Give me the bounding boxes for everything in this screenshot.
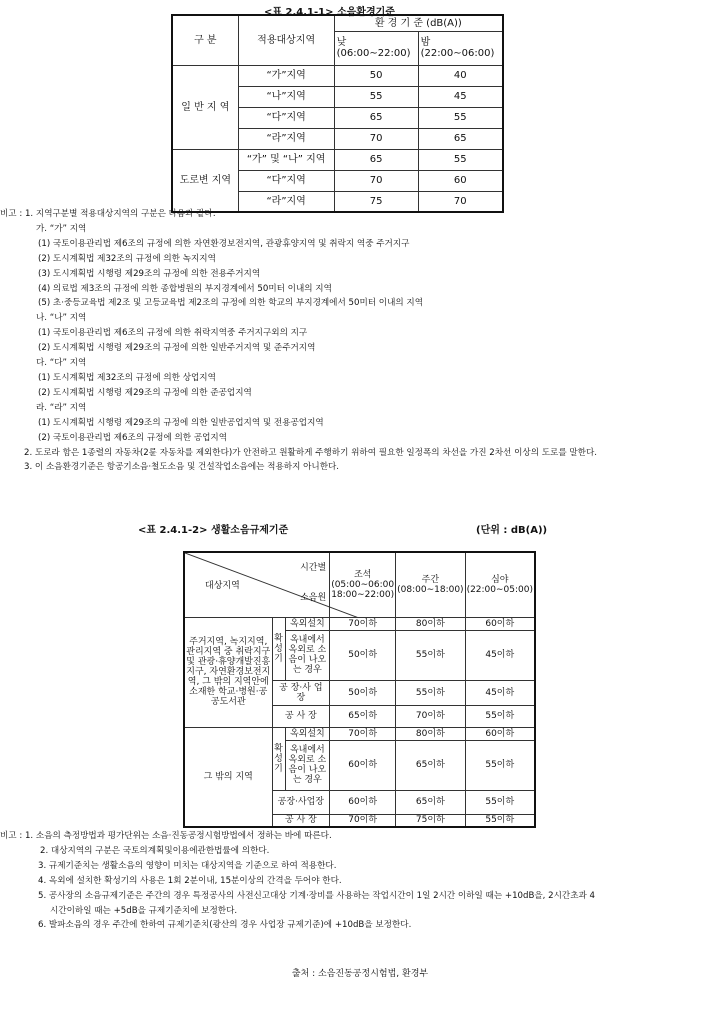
note-line: (2) 국토이용관리법 제6조의 규정에 의한 공업지역 — [38, 432, 228, 443]
night-value: 55이하 — [465, 740, 535, 790]
noise-regulation-table — [183, 551, 536, 828]
note-line: (3) 도시계획법 시행령 제29조의 규정에 의한 전용주거지역 — [38, 268, 261, 279]
area-cell: “나”지역 — [238, 86, 334, 107]
note-line: (5) 초·중등교육법 제2조 및 고등교육법 제2조의 규정에 의한 학교의 부지경계에서 50미터 이내의 지역 — [38, 298, 424, 309]
note-line: 비고 : 1. 지역구분별 적용대상지역의 구분은 다음과 같다. — [0, 209, 216, 219]
note-line: (1) 국토이용관리법 제6조의 규정에 의한 취락지역중 주거지구외의 지구 — [38, 328, 308, 339]
night-value: 40 — [418, 65, 503, 86]
night-value: 55 — [418, 149, 503, 170]
header-area: 적용대상지역 — [238, 15, 334, 65]
night-value: 55 — [418, 107, 503, 128]
area-cell: “다”지역 — [238, 170, 334, 191]
day-value: 65 — [334, 149, 418, 170]
night-value: 55이하 — [465, 790, 535, 814]
night-value: 65 — [418, 128, 503, 149]
header-night: 밤 (22:00∼06:00) — [418, 31, 503, 65]
day-value: 65 — [334, 107, 418, 128]
day-value: 55 — [334, 86, 418, 107]
morning-value: 70이하 — [330, 727, 396, 740]
note-line: (2) 도시계획법 제32조의 규정에 의한 녹지지역 — [38, 253, 216, 264]
night-value: 55이하 — [465, 814, 535, 827]
night-value: 70 — [418, 191, 503, 212]
note-line: (1) 국토이용관리법 제6조의 규정에 의한 자연환경보전지역, 관광휴양지역 및 취락지 역중 주거지구 — [38, 238, 410, 249]
day-value: 55이하 — [396, 680, 465, 705]
source-cell: 옥외설치 — [285, 617, 330, 630]
source-cell: 공 장·사 업 장 — [272, 680, 330, 705]
source-cell: 공장·사업장 — [272, 790, 330, 814]
note-line: 시간이하일 때는 +5dB을 규제기준치에 보정한다. — [50, 905, 238, 916]
note-line: 5. 공사장의 소음규제기준은 주간의 경우 특정공사의 사전신고대상 기계·장비를 사용하는 작업시간이 1일 2시간 이하일 때는 +10dB을, 2시간초과 4 — [38, 890, 596, 901]
note-line: (2) 도시계획법 시행령 제29조의 규정에 의한 일반주거지역 및 준주거지역 — [38, 343, 316, 354]
morning-value: 60이하 — [330, 790, 396, 814]
table2-notes — [0, 829, 720, 933]
day-value: 50 — [334, 65, 418, 86]
source-cell: 공 사 장 — [272, 705, 330, 727]
note-line: (2) 도시계획법 시행령 제29조의 규정에 의한 준공업지역 — [38, 387, 252, 398]
header-time: 시간별 — [300, 563, 327, 573]
day-value: 65이하 — [396, 790, 465, 814]
header-source: 소음원 — [300, 593, 327, 603]
day-value: 80이하 — [396, 727, 465, 740]
note-line: 다. “다” 지역 — [36, 358, 87, 369]
table2-unit: (단위 : dB(A)) — [476, 525, 548, 536]
source-cell: 옥내에서 옥외로 소음이 나오는 경우 — [285, 740, 330, 790]
night-value: 55이하 — [465, 705, 535, 727]
noise-environment-standard-table — [171, 14, 504, 213]
day-value: 70 — [334, 170, 418, 191]
header-day: 낮 (06:00∼22:00) — [334, 31, 418, 65]
header-diagonal-cell — [184, 552, 330, 617]
day-value: 55이하 — [396, 630, 465, 680]
night-value: 45 — [418, 86, 503, 107]
note-line: 나. “나” 지역 — [36, 313, 87, 324]
note-line: 4. 옥외에 설치한 확성기의 사용은 1회 2분이내, 15분이상의 간격을 두어야 한다. — [38, 875, 342, 886]
group-label: 일 반 지 역 — [172, 65, 238, 149]
night-value: 45이하 — [465, 630, 535, 680]
area-cell: “가” 및 “나” 지역 — [238, 149, 334, 170]
area-cell: “라”지역 — [238, 128, 334, 149]
note-line: (1) 도시계획법 시행령 제29조의 규정에 의한 일반공업지역 및 전용공업지역 — [38, 417, 324, 428]
area-cell: “가”지역 — [238, 65, 334, 86]
day-value: 80이하 — [396, 617, 465, 630]
note-line: (1) 도시계획법 제32조의 규정에 의한 상업지역 — [38, 372, 216, 383]
night-value: 60이하 — [465, 617, 535, 630]
table2-caption: <표 2.4.1-2> 생활소음규제기준 — [138, 525, 289, 536]
area-cell: “다”지역 — [238, 107, 334, 128]
morning-value: 70이하 — [330, 814, 396, 827]
header-standard: 환 경 기 준 (dB(A)) — [334, 15, 503, 31]
note-line: 2. 대상지역의 구분은 국토의계획및이용에관한법률에 의한다. — [40, 845, 270, 856]
note-line: 비고 : 1. 소음의 측정방법과 평가단위는 소음·진동공정시험방법에서 정하는 바에 따른다. — [0, 831, 332, 841]
source-citation: 출처 : 소음진동공정시험법, 환경부 — [291, 969, 429, 979]
night-value: 60이하 — [465, 727, 535, 740]
source-cell: 옥내에서 옥외로 소음이 나오는 경우 — [285, 630, 330, 680]
day-value: 70이하 — [396, 705, 465, 727]
header-category: 구 분 — [172, 15, 238, 65]
night-value: 60 — [418, 170, 503, 191]
note-line: 3. 규제기준치는 생활소음의 영향이 미치는 대상지역을 기준으로 하여 적용한다. — [38, 860, 337, 871]
morning-value: 70이하 — [330, 617, 396, 630]
table1-caption: <표 2.4.1-1> 소음환경기준 — [264, 7, 395, 18]
note-line: 라. “라” 지역 — [36, 402, 87, 413]
night-value: 45이하 — [465, 680, 535, 705]
note-line: (4) 의료법 제3조의 규정에 의한 종합병원의 부지경계에서 50미터 이내의 지역 — [38, 283, 332, 294]
header-day: 주간 (08:00∼18:00) — [396, 552, 465, 617]
speaker-label: 확성기 — [272, 617, 285, 680]
morning-value: 50이하 — [330, 680, 396, 705]
speaker-label: 확성기 — [272, 727, 285, 790]
morning-value: 65이하 — [330, 705, 396, 727]
day-value: 70 — [334, 128, 418, 149]
note-line: 2. 도로라 함은 1종렬의 자동차(2륜 자동차를 제외한다)가 안전하고 원활하게 주행하기 위하여 필요한 일정폭의 차선을 가진 2차선 이상의 도로를 말한다. — [24, 447, 598, 458]
area-cell: “라”지역 — [238, 191, 334, 212]
source-cell: 공 사 장 — [272, 814, 330, 827]
morning-value: 50이하 — [330, 630, 396, 680]
group-label: 주거지역, 녹지지역, 관리지역 중 취락지구 및 관광·휴양개발진흥지구, 자연환경보전지역, 그 밖의 지역안에 소재한 학교·병원·공공도서관 — [184, 617, 272, 727]
table1-notes — [0, 207, 720, 475]
day-value: 65이하 — [396, 740, 465, 790]
source-cell: 옥외설치 — [285, 727, 330, 740]
header-target: 대상지역 — [205, 581, 240, 591]
morning-value: 60이하 — [330, 740, 396, 790]
note-line: 6. 발파소음의 경우 주간에 한하여 규제기준치(광산의 경우 사업장 규제기준)에 +10dB을 보정한다. — [38, 920, 412, 931]
note-line: 가. “가” 지역 — [36, 223, 87, 234]
group-label: 그 밖의 지역 — [184, 727, 272, 827]
day-value: 75이하 — [396, 814, 465, 827]
note-line: 3. 이 소음환경기준은 항공기소음·철도소음 및 건설작업소음에는 적용하지 아니한다. — [24, 462, 340, 473]
group-label: 도로변 지역 — [172, 149, 238, 212]
header-morning: 조석 (05:00∼06:00 18:00∼22:00) — [330, 552, 396, 617]
day-value: 75 — [334, 191, 418, 212]
header-night: 심야 (22:00∼05:00) — [465, 552, 535, 617]
